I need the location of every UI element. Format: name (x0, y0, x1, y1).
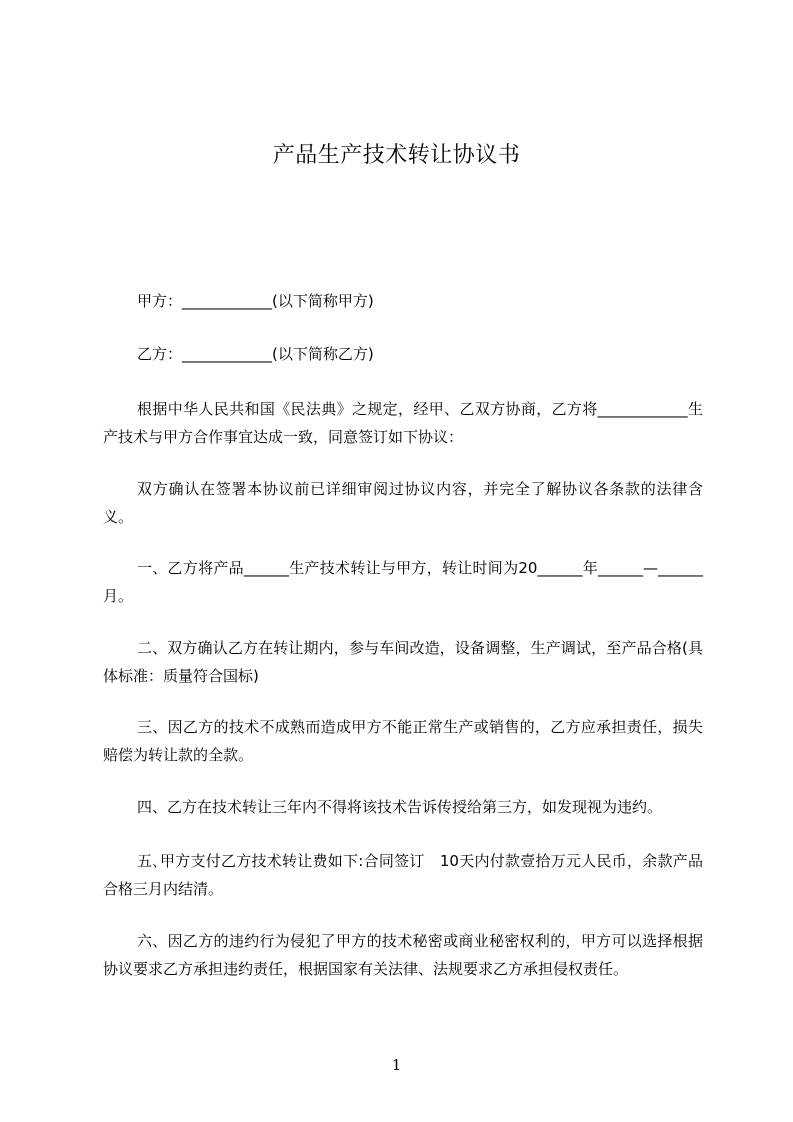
party-b-line: 乙方：____________(以下简称乙方) (137, 345, 374, 363)
clause-2: 二、双方确认乙方在转让期内，参与车间改造，设备调整，生产调试，至产品合格(具体标准：质量符合国标) (103, 639, 703, 685)
paragraph-acknowledgement: 双方确认在签署本协议前已详细审阅过协议内容，并完全了解协议各条款的法律含义。 (103, 480, 703, 526)
page-number: 1 (391, 1056, 402, 1074)
clause-3: 三、因乙方的技术不成熟而造成甲方不能正常生产或销售的，乙方应承担责任，损失赔偿为转让款的全款。 (103, 718, 703, 764)
paragraph-preamble: 根据中华人民共和国《民法典》之规定，经甲、乙双方协商，乙方将____________生产技术与甲方合作事宜达成一致，同意签订如下协议： (103, 400, 703, 446)
clause-4: 四、乙方在技术转让三年内不得将该技术告诉传授给第三方，如发现视为违约。 (137, 798, 663, 816)
page-title: 产品生产技术转让协议书 (272, 143, 521, 168)
clause-6: 六、因乙方的违约行为侵犯了甲方的技术秘密或商业秘密权利的，甲方可以选择根据协议要求乙方承担违约责任，根据国家有关法律、法规要求乙方承担侵权责任。 (103, 932, 703, 978)
party-a-line: 甲方：____________(以下简称甲方) (137, 292, 374, 310)
clause-1: 一、乙方将产品______生产技术转让与甲方，转让时间为20______年______—______月。 (103, 559, 703, 605)
clause-5: 五､甲方支付乙方技术转让费如下:合同签订 10天内付款壹拾万元人民币，余款产品合格三月内结清。 (103, 852, 703, 898)
